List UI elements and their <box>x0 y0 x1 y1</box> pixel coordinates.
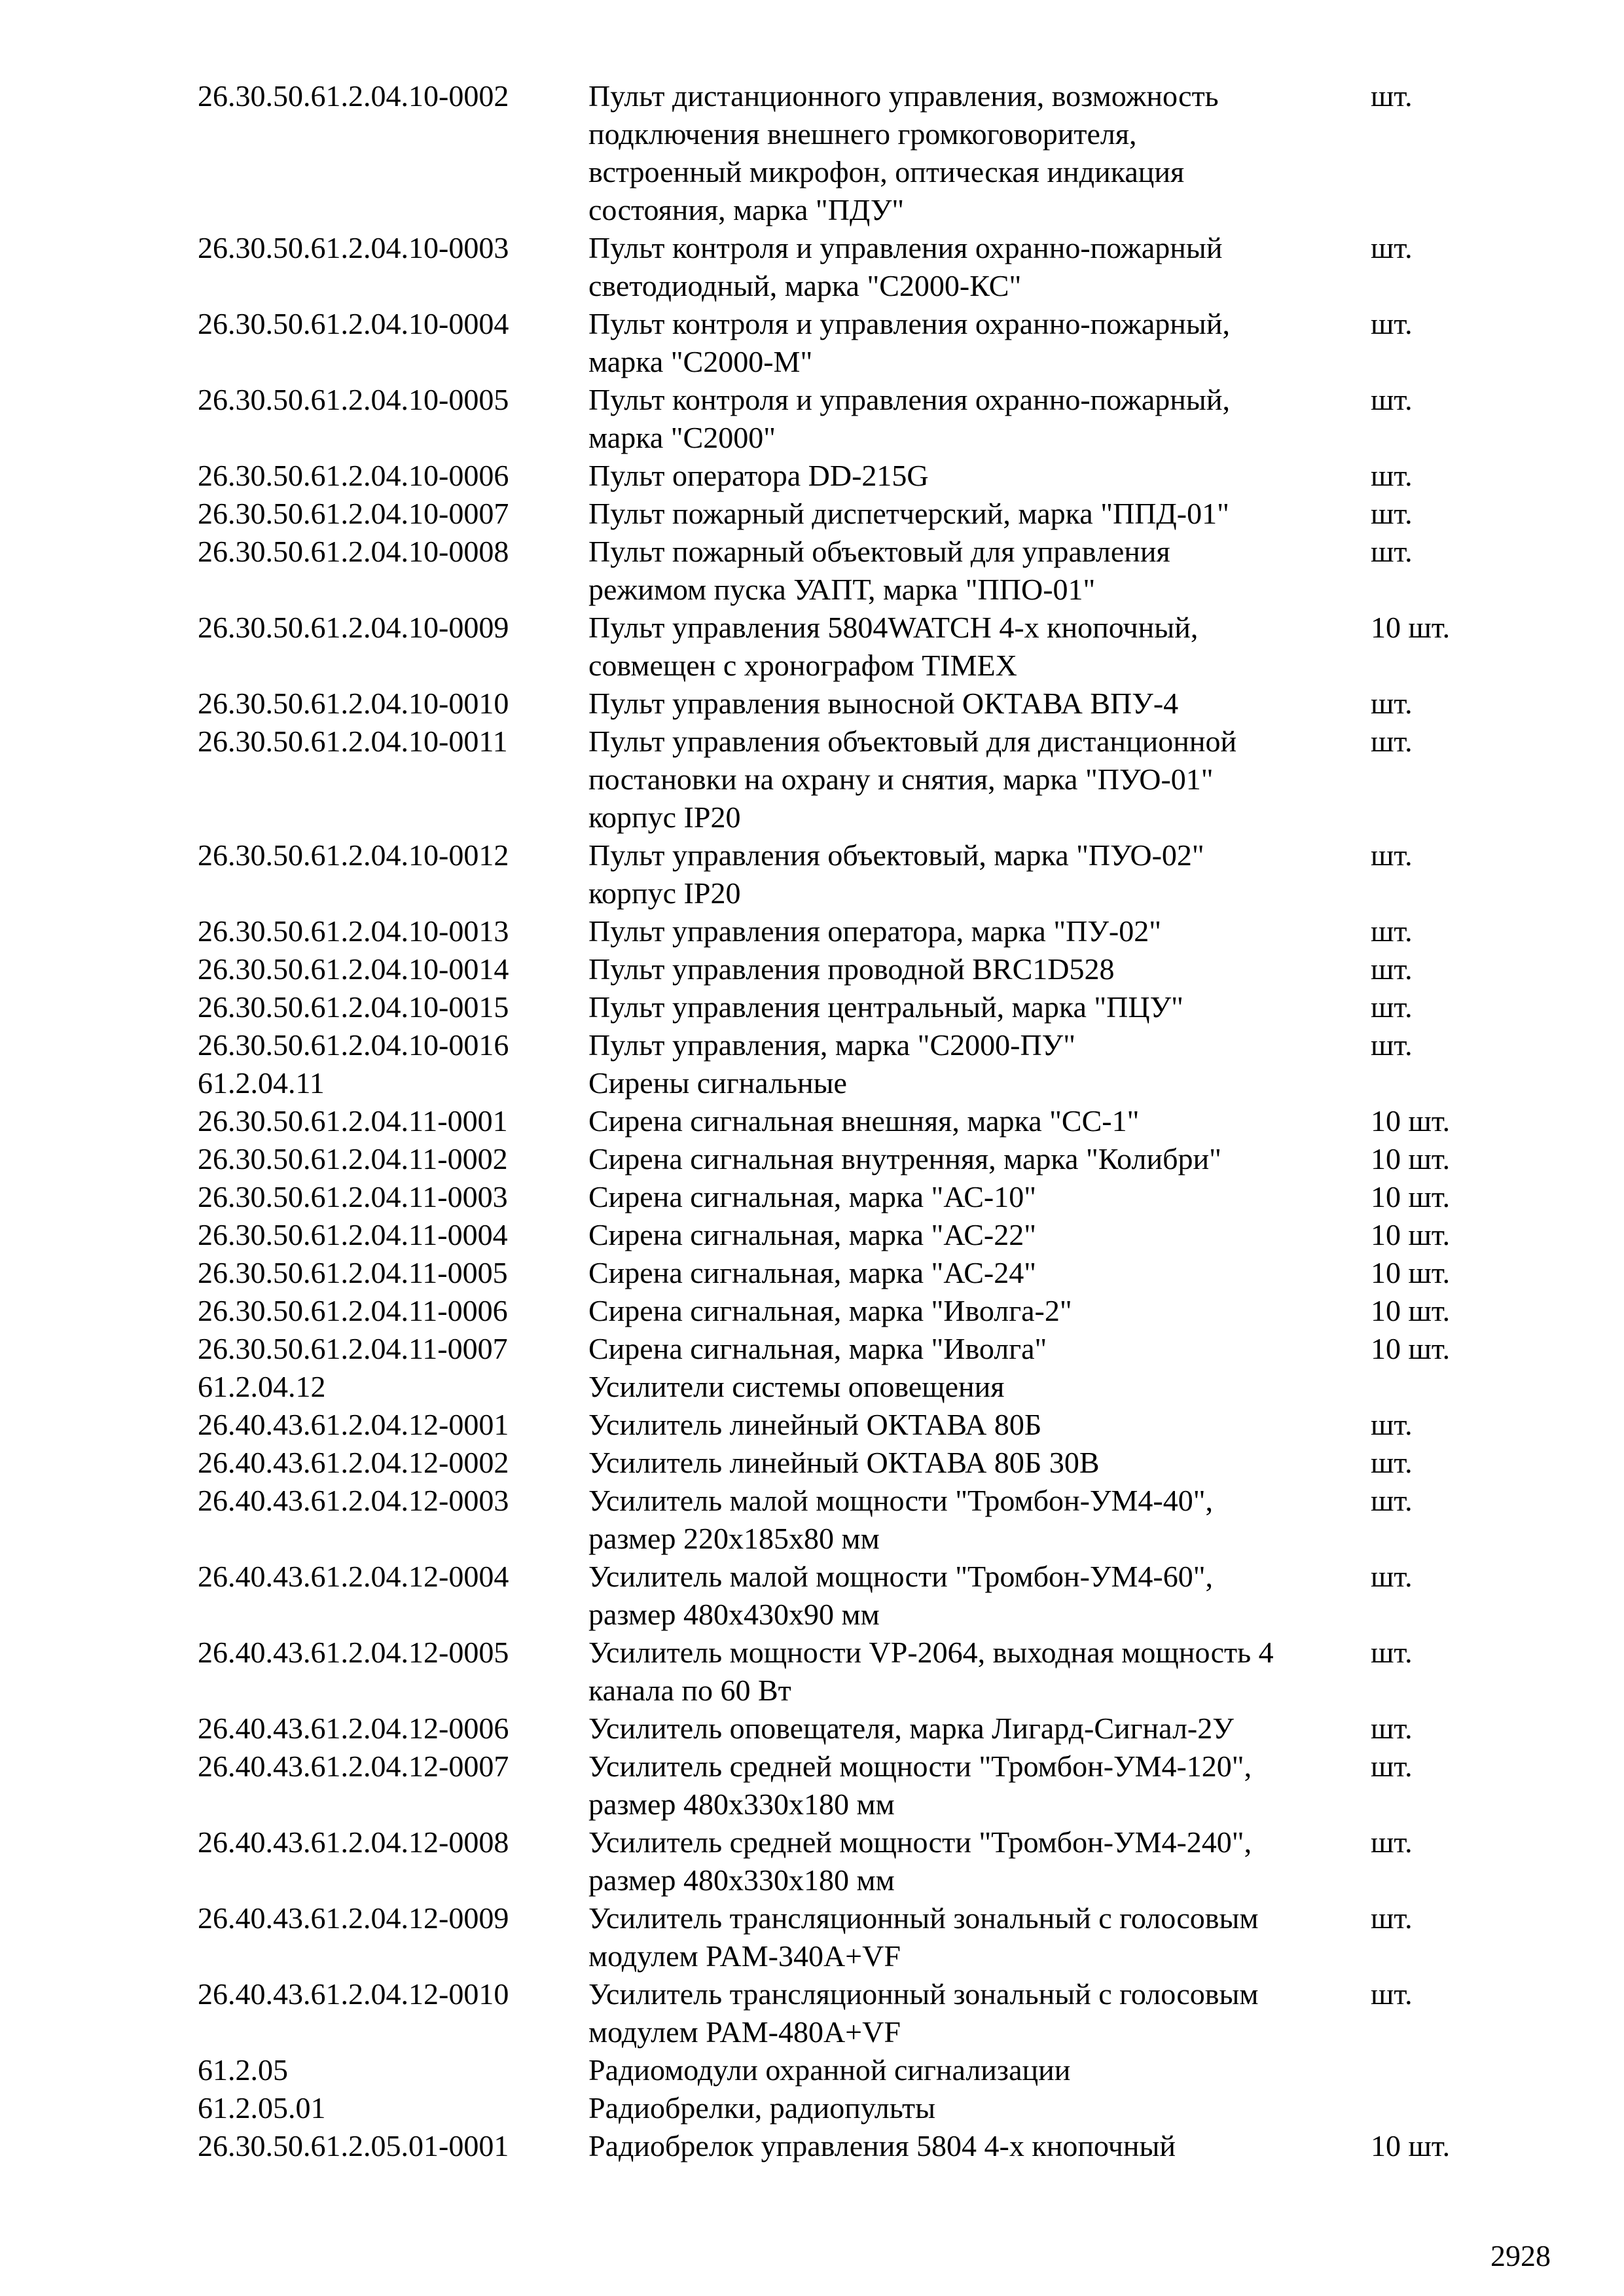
item-name: Пульт дистанционного управления, возможность подключения внешнего громкоговорителя, встроенный микрофон, оптическая индикация состояния, марка "ПДУ" <box>588 79 1219 226</box>
item-code: 26.30.50.61.2.04.10-0010 <box>198 687 509 720</box>
item-code: 26.40.43.61.2.04.12-0004 <box>198 1560 509 1593</box>
table-row <box>198 495 1494 533</box>
table-row <box>198 1975 1494 2051</box>
item-name: Усилитель трансляционный зональный с голосовым модулем PAM-340A+VF <box>588 1901 1259 1973</box>
item-code: 26.40.43.61.2.04.12-0008 <box>198 1825 509 1859</box>
table-row <box>198 2051 1494 2089</box>
item-unit: шт. <box>1371 1484 1413 1517</box>
table-row <box>198 1444 1494 1482</box>
item-code: 61.2.05.01 <box>198 2091 326 2125</box>
table-row <box>198 1710 1494 1748</box>
item-name: Пульт управления объектовый для дистанционной постановки на охрану и снятия, марка "ПУО-01" корпус IP20 <box>588 725 1237 834</box>
table-row <box>198 1406 1494 1444</box>
table-row <box>198 1748 1494 1823</box>
item-code: 26.30.50.61.2.04.10-0004 <box>198 307 509 340</box>
table-row <box>198 1102 1494 1140</box>
item-name: Пульт пожарный диспетчерский, марка "ППД-01" <box>588 497 1229 530</box>
table-row <box>198 1064 1494 1102</box>
item-code: 26.30.50.61.2.04.10-0003 <box>198 231 509 264</box>
item-code: 26.30.50.61.2.04.10-0012 <box>198 838 509 872</box>
table-row <box>198 381 1494 457</box>
item-unit: шт. <box>1371 952 1413 986</box>
item-unit: 10 шт. <box>1371 1180 1451 1213</box>
table-row <box>198 1558 1494 1634</box>
item-code: 26.30.50.61.2.04.10-0008 <box>198 535 509 568</box>
item-code: 26.30.50.61.2.04.11-0007 <box>198 1332 508 1365</box>
item-unit: шт. <box>1371 497 1413 530</box>
item-code: 26.30.50.61.2.05.01-0001 <box>198 2129 509 2162</box>
item-name: Пульт управления, марка "С2000-ПУ" <box>588 1028 1076 1062</box>
item-unit: 10 шт. <box>1371 1332 1451 1365</box>
item-code: 26.40.43.61.2.04.12-0003 <box>198 1484 509 1517</box>
table-row <box>198 988 1494 1026</box>
item-name: Пульт управления проводной BRC1D528 <box>588 952 1115 986</box>
item-name: Пульт оператора DD-215G <box>588 459 929 492</box>
item-name: Радиобрелок управления 5804 4-х кнопочный <box>588 2129 1176 2162</box>
item-name: Пульт управления оператора, марка "ПУ-02" <box>588 914 1162 948</box>
table-row <box>198 1899 1494 1975</box>
table-row <box>198 229 1494 305</box>
table-row <box>198 1140 1494 1178</box>
item-code: 26.30.50.61.2.04.10-0015 <box>198 990 509 1024</box>
item-code: 61.2.04.11 <box>198 1066 325 1100</box>
item-code: 26.30.50.61.2.04.11-0002 <box>198 1142 508 1175</box>
table-row <box>198 77 1494 229</box>
item-code: 26.30.50.61.2.04.11-0006 <box>198 1294 508 1327</box>
item-name: Усилитель линейный ОКТАВА 80Б <box>588 1408 1042 1441</box>
table-row <box>198 1368 1494 1406</box>
item-unit: шт. <box>1371 1977 1413 2011</box>
item-unit: 10 шт. <box>1371 1256 1451 1289</box>
item-name: Усилитель средней мощности "Тромбон-УМ4-120", размер 480x330x180 мм <box>588 1749 1252 1821</box>
item-code: 26.30.50.61.2.04.10-0016 <box>198 1028 509 1062</box>
item-name: Сирена сигнальная, марка "АС-22" <box>588 1218 1036 1251</box>
item-unit <box>1371 2051 1494 2089</box>
item-unit: шт. <box>1371 687 1413 720</box>
item-unit: шт. <box>1371 1028 1413 1062</box>
item-code: 26.30.50.61.2.04.10-0013 <box>198 914 509 948</box>
item-code: 61.2.05 <box>198 2053 288 2087</box>
item-code: 61.2.04.12 <box>198 1370 326 1403</box>
item-code: 26.40.43.61.2.04.12-0007 <box>198 1749 509 1783</box>
item-unit: шт. <box>1371 725 1413 758</box>
item-code: 26.30.50.61.2.04.11-0004 <box>198 1218 508 1251</box>
table-row <box>198 1482 1494 1558</box>
item-name: Усилитель малой мощности "Тромбон-УМ4-60", размер 480x430x90 мм <box>588 1560 1213 1631</box>
item-name: Усилитель линейный ОКТАВА 80Б 30В <box>588 1446 1100 1479</box>
item-unit: шт. <box>1371 383 1413 416</box>
item-code: 26.30.50.61.2.04.10-0009 <box>198 611 509 644</box>
item-code: 26.30.50.61.2.04.11-0005 <box>198 1256 508 1289</box>
item-code: 26.30.50.61.2.04.11-0001 <box>198 1104 508 1138</box>
item-name: Пульт управления 5804WATCH 4-х кнопочный, совмещен с хронографом TIMEX <box>588 611 1199 682</box>
item-code: 26.30.50.61.2.04.11-0003 <box>198 1180 508 1213</box>
item-name: Пульт контроля и управления охранно-пожарный светодиодный, марка "С2000-КС" <box>588 231 1223 302</box>
item-unit: шт. <box>1371 459 1413 492</box>
item-unit: шт. <box>1371 838 1413 872</box>
item-name: Сирена сигнальная внешняя, марка "СС-1" <box>588 1104 1140 1138</box>
item-name: Усилитель трансляционный зональный с голосовым модулем PAM-480A+VF <box>588 1977 1259 2049</box>
item-unit: шт. <box>1371 231 1413 264</box>
item-code: 26.40.43.61.2.04.12-0001 <box>198 1408 509 1441</box>
item-name: Усилитель средней мощности "Тромбон-УМ4-240", размер 480x330x180 мм <box>588 1825 1252 1897</box>
item-code: 26.30.50.61.2.04.10-0011 <box>198 725 508 758</box>
table-row <box>198 912 1494 950</box>
item-name: Усилитель оповещателя, марка Лигард-Сигнал-2У <box>588 1712 1234 1745</box>
item-name: Пульт управления выносной ОКТАВА ВПУ-4 <box>588 687 1179 720</box>
table-row <box>198 836 1494 912</box>
table-row <box>198 1823 1494 1899</box>
item-unit: шт. <box>1371 1749 1413 1783</box>
page-number: 2928 <box>1490 2239 1551 2272</box>
item-unit: шт. <box>1371 1560 1413 1593</box>
item-name: Сирена сигнальная, марка "Иволга-2" <box>588 1294 1072 1327</box>
item-name: Сирена сигнальная, марка "АС-24" <box>588 1256 1036 1289</box>
item-unit: шт. <box>1371 307 1413 340</box>
table-row <box>198 1216 1494 1254</box>
item-name: Сирена сигнальная внутренняя, марка "Колибри" <box>588 1142 1221 1175</box>
item-unit <box>1371 1064 1494 1102</box>
item-unit <box>1371 2089 1494 2127</box>
table-row <box>198 1330 1494 1368</box>
catalog-body <box>198 77 1494 2165</box>
item-name: Радиомодули охранной сигнализации <box>588 2053 1071 2087</box>
table-row <box>198 1026 1494 1064</box>
item-unit: шт. <box>1371 1901 1413 1935</box>
table-row <box>198 685 1494 723</box>
table-row <box>198 1292 1494 1330</box>
item-unit <box>1371 1368 1494 1406</box>
item-name: Пульт управления объектовый, марка "ПУО-02" корпус IP20 <box>588 838 1204 910</box>
item-name: Пульт контроля и управления охранно-пожарный, марка "С2000-М" <box>588 307 1230 378</box>
item-unit: шт. <box>1371 990 1413 1024</box>
item-code: 26.40.43.61.2.04.12-0009 <box>198 1901 509 1935</box>
item-unit: шт. <box>1371 1636 1413 1669</box>
item-unit: шт. <box>1371 1446 1413 1479</box>
table-row <box>198 2089 1494 2127</box>
item-code: 26.40.43.61.2.04.12-0010 <box>198 1977 509 2011</box>
table-row <box>198 533 1494 609</box>
table-row <box>198 2127 1494 2165</box>
item-unit: 10 шт. <box>1371 2129 1451 2162</box>
item-unit: 10 шт. <box>1371 1142 1451 1175</box>
item-code: 26.40.43.61.2.04.12-0005 <box>198 1636 509 1669</box>
item-name: Пульт контроля и управления охранно-пожарный, марка "С2000" <box>588 383 1230 454</box>
price-catalog-table <box>198 77 1494 2165</box>
item-name: Сирена сигнальная, марка "Иволга" <box>588 1332 1047 1365</box>
table-row <box>198 723 1494 836</box>
item-unit: 10 шт. <box>1371 1294 1451 1327</box>
item-name: Сирены сигнальные <box>588 1066 847 1100</box>
table-row <box>198 305 1494 381</box>
item-code: 26.30.50.61.2.04.10-0002 <box>198 79 509 113</box>
item-name: Усилитель мощности VP-2064, выходная мощность 4 канала по 60 Вт <box>588 1636 1274 1707</box>
item-unit: 10 шт. <box>1371 1218 1451 1251</box>
item-unit: шт. <box>1371 1825 1413 1859</box>
item-unit: шт. <box>1371 535 1413 568</box>
item-name: Радиобрелки, радиопульты <box>588 2091 935 2125</box>
table-row <box>198 1254 1494 1292</box>
item-name: Усилитель малой мощности "Тромбон-УМ4-40", размер 220x185x80 мм <box>588 1484 1213 1555</box>
item-code: 26.30.50.61.2.04.10-0014 <box>198 952 509 986</box>
item-code: 26.40.43.61.2.04.12-0002 <box>198 1446 509 1479</box>
item-code: 26.40.43.61.2.04.12-0006 <box>198 1712 509 1745</box>
item-unit: шт. <box>1371 914 1413 948</box>
item-code: 26.30.50.61.2.04.10-0005 <box>198 383 509 416</box>
item-unit: 10 шт. <box>1371 611 1451 644</box>
table-row <box>198 457 1494 495</box>
item-name: Пульт управления центральный, марка "ПЦУ" <box>588 990 1183 1024</box>
item-unit: шт. <box>1371 79 1413 113</box>
table-row <box>198 1634 1494 1710</box>
item-unit: шт. <box>1371 1712 1413 1745</box>
item-unit: шт. <box>1371 1408 1413 1441</box>
item-unit: 10 шт. <box>1371 1104 1451 1138</box>
item-code: 26.30.50.61.2.04.10-0006 <box>198 459 509 492</box>
item-name: Сирена сигнальная, марка "АС-10" <box>588 1180 1036 1213</box>
item-name: Пульт пожарный объектовый для управления режимом пуска УАПТ, марка "ППО-01" <box>588 535 1170 606</box>
table-row <box>198 950 1494 988</box>
item-name: Усилители системы оповещения <box>588 1370 1005 1403</box>
table-row <box>198 1178 1494 1216</box>
table-row <box>198 609 1494 685</box>
item-code: 26.30.50.61.2.04.10-0007 <box>198 497 509 530</box>
